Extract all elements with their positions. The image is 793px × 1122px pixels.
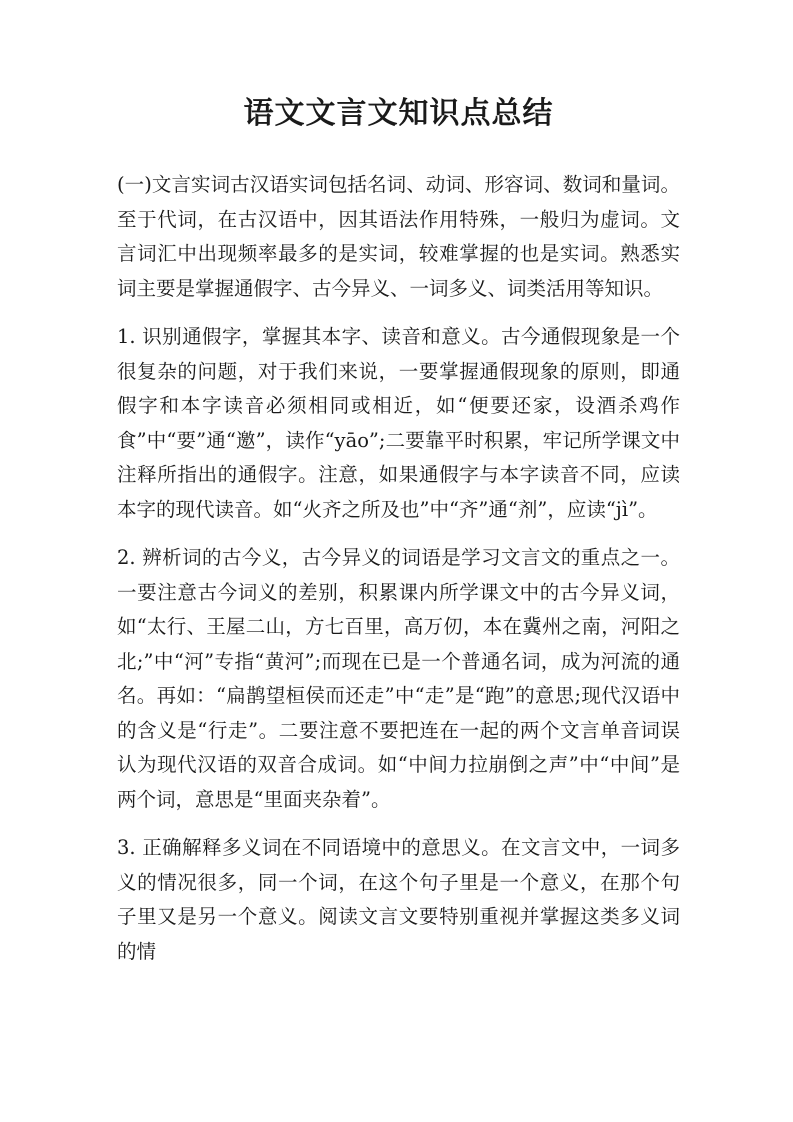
paragraph-2: 2. 辨析词的古今义，古今异义的词语是学习文言文的重点之一。一要注意古今词义的差别，积累课内所学课文中的古今异义词，如“太行、王屋二山，方七百里，高万仞，本在冀州之南，河阳之北;”中“河”专指“黄河”;而现在已是一个普通名词，成为河流的通名。再如：“扁鹊望桓侯而还走”中“走”是“跑”的意思;现代汉语中的含义是“行走”。二要注意不要把连在一起的两个文言单音词误认为现代汉语的双音合成词。如“中间力拉崩倒之声”中“中间”是两个词，意思是“里面夹杂着”。 (117, 546, 680, 811)
paragraph-3: 3. 正确解释多义词在不同语境中的意思义。在文言文中，一词多义的情况很多，同一个词，在这个句子里是一个意义，在那个句子里又是另一个意义。阅读文言文要特别重视并掌握这类多义词的情 (117, 836, 680, 963)
document-page (117, 88, 680, 983)
document-title: 语文文言文知识点总结 (243, 96, 554, 131)
paragraph-intro: (一)文言实词古汉语实词包括名词、动词、形容词、数词和量词。至于代词，在古汉语中，因其语法作用特殊，一般归为虚词。文言词汇中出现频率最多的是实词，较难掌握的也是实词。熟悉实词主要是掌握通假字、古今异义、一词多义、词类活用等知识。 (117, 173, 680, 300)
paragraph-1: 1. 识别通假字，掌握其本字、读音和意义。古今通假现象是一个很复杂的问题，对于我们来说，一要掌握通假现象的原则，即通假字和本字读音必须相同或相近，如“便要还家，设酒杀鸡作食”中“要”通“邀”，读作“yāo”;二要靠平时积累，牢记所学课文中注释所指出的通假字。注意，如果通假字与本字读音不同，应读本字的现代读音。如“火齐之所及也”中“齐”通“剂”，应读“jì”。 (117, 325, 680, 521)
